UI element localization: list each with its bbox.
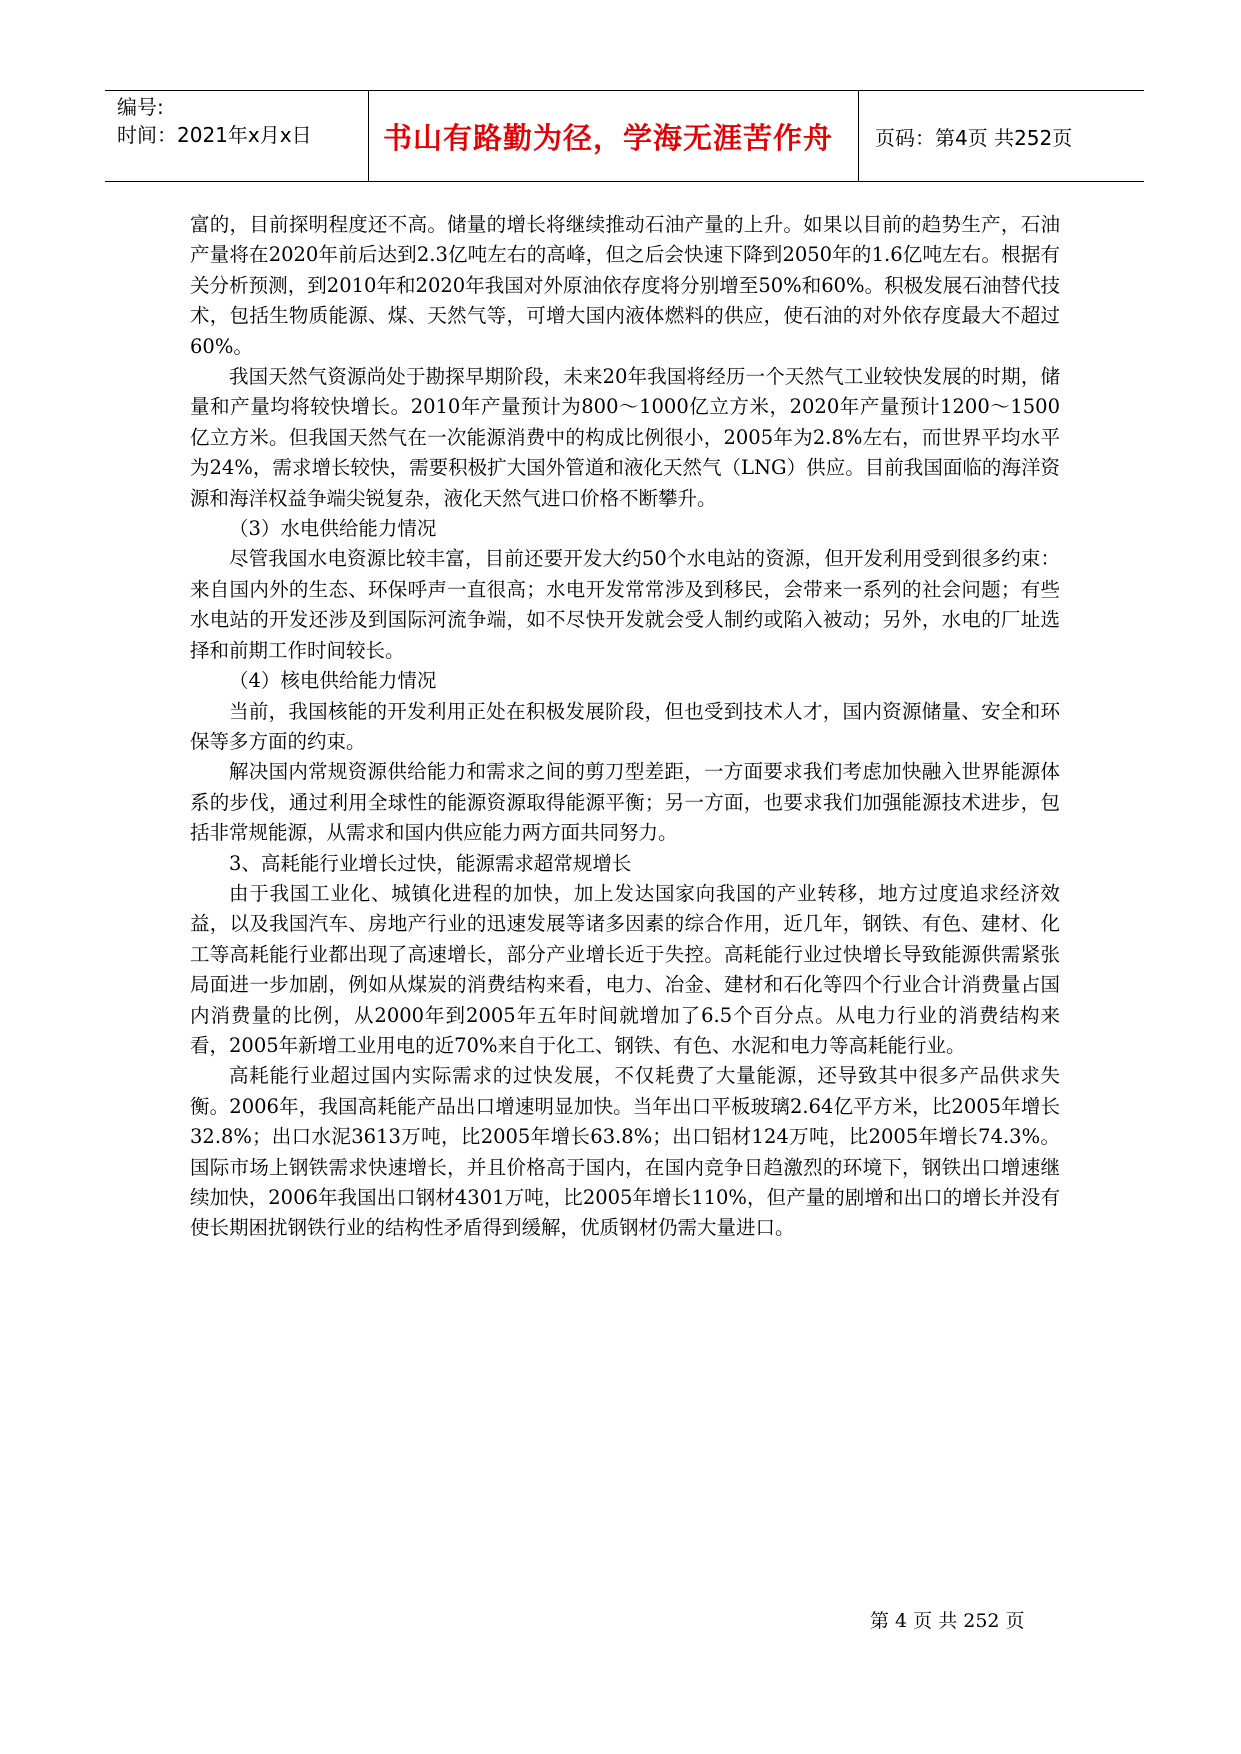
document-time-label: 时间：2021年x月x日 xyxy=(117,123,312,147)
page-header xyxy=(105,90,1144,182)
paragraph-nuclear: 当前，我国核能的开发利用正处在积极发展阶段，但也受到技术人才，国内资源储量、安全和环保等多方面的约束。 xyxy=(190,699,1060,753)
header-divider-right xyxy=(858,91,859,181)
paragraph-exports: 高耗能行业超过国内实际需求的过快发展，不仅耗费了大量能源，还导致其中很多产品供求失衡。2006年，我国高耗能产品出口增速明显加快。当年出口平板玻璃2.64亿平方米，比2005年增长32.8%；出口水泥3613万吨，比2005年增长63.8%；出口铝材124万吨，比2005年增长74.3%。国际市场上钢铁需求快速增长，并且价格高于国内，在国内竞争日趋激烈的环境下，钢铁出口增速继续加快，2006年我国出口钢材4301万吨，比2005年增长110%，但产量的剧增和出口的增长并没有使长期困扰钢铁行业的结构性矛盾得到缓解，优质钢材仍需大量进口。 xyxy=(190,1064,1060,1240)
header-page-number: 页码：第4页 共252页 xyxy=(875,125,1073,150)
page-footer: 第 4 页 共 252 页 xyxy=(870,1610,1025,1632)
heading-nuclear: （4）核电供给能力情况 xyxy=(229,669,437,693)
heading-hydropower: （3）水电供给能力情况 xyxy=(229,517,437,541)
paragraph-industry-growth: 由于我国工业化、城镇化进程的加快，加上发达国家向我国的产业转移，地方过度追求经济效益，以及我国汽车、房地产行业的迅速发展等诸多因素的综合作用，近几年，钢铁、有色、建材、化工等高耗能行业都出现了高速增长，部分产业增长近于失控。高耗能行业过快增长导致能源供需紧张局面进一步加剧，例如从煤炭的消费结构来看，电力、冶金、建材和石化等四个行业合计消费量占国内消费量的比例，从2000年到2005年五年时间就增加了6.5个百分点。从电力行业的消费结构来看，2005年新增工业用电的近70%来自于化工、钢铁、有色、水泥和电力等高耗能行业。 xyxy=(190,881,1060,1057)
paragraph-supply-gap: 解决国内常规资源供给能力和需求之间的剪刀型差距，一方面要求我们考虑加快融入世界能源体系的步伐，通过利用全球性的能源资源取得能源平衡；另一方面，也要求我们加强能源技术进步，包括非常规能源，从需求和国内供应能力两方面共同努力。 xyxy=(190,760,1060,845)
heading-high-energy-industries: 3、高耗能行业增长过快，能源需求超常规增长 xyxy=(229,851,632,875)
document-body xyxy=(190,210,1060,1244)
document-number-label: 编号: xyxy=(117,95,164,119)
header-divider-left xyxy=(368,91,369,181)
paragraph-hydropower: 尽管我国水电资源比较丰富，目前还要开发大约50个水电站的资源，但开发利用受到很多约束：来自国内外的生态、环保呼声一直很高；水电开发常常涉及到移民，会带来一系列的社会问题；有些水电站的开发还涉及到国际河流争端，如不尽快开发就会受人制约或陷入被动；另外，水电的厂址选择和前期工作时间较长。 xyxy=(190,547,1060,662)
paragraph-natural-gas: 我国天然气资源尚处于勘探早期阶段，未来20年我国将经历一个天然气工业较快发展的时期，储量和产量均将较快增长。2010年产量预计为800～1000亿立方米，2020年产量预计1200～1500亿立方米。但我国天然气在一次能源消费中的构成比例很小，2005年为2.8%左右，而世界平均水平为24%，需求增长较快，需要积极扩大国外管道和液化天然气（LNG）供应。目前我国面临的海洋资源和海洋权益争端尖锐复杂，液化天然气进口价格不断攀升。 xyxy=(190,365,1060,510)
paragraph-oil-continued: 富的，目前探明程度还不高。储量的增长将继续推动石油产量的上升。如果以目前的趋势生产，石油产量将在2020年前后达到2.3亿吨左右的高峰，但之后会快速下降到2050年的1.6亿吨左右。根据有关分析预测，到2010年和2020年我国对外原油依存度将分别增至50%和60%。积极发展石油替代技术，包括生物质能源、煤、天然气等，可增大国内液体燃料的供应，使石油的对外依存度最大不超过60%。 xyxy=(190,213,1060,358)
header-motto: 书山有路勤为径，学海无涯苦作舟 xyxy=(382,120,833,155)
